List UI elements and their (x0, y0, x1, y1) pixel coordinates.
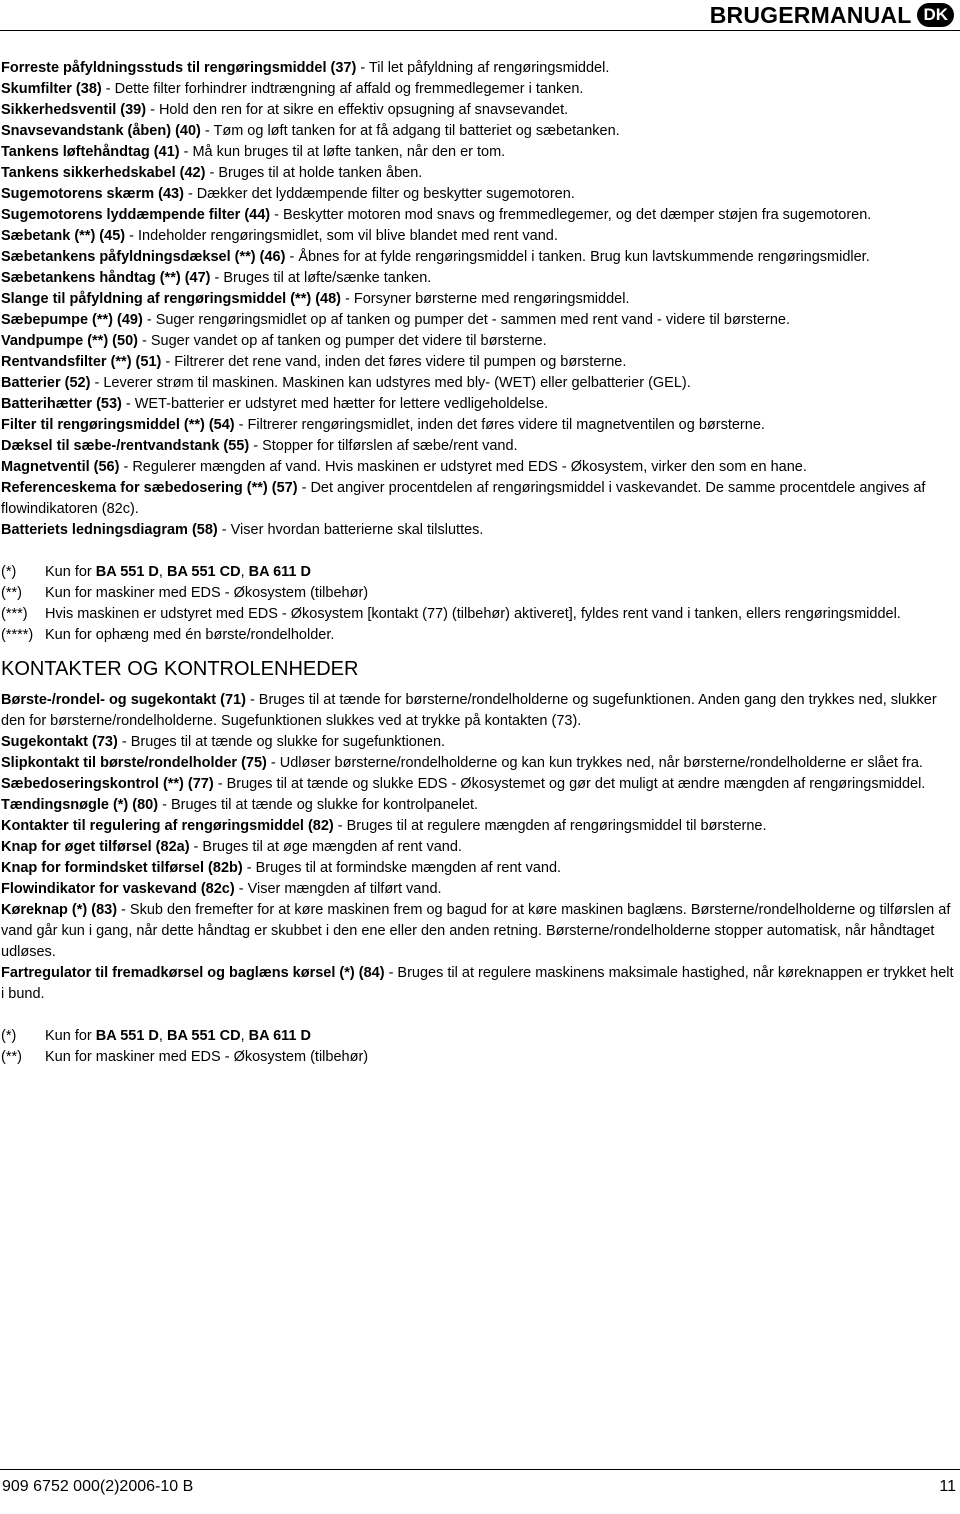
list-item (0, 268, 960, 289)
page-number: 11 (939, 1478, 956, 1495)
manual-title: BRUGERMANUAL (709, 1, 912, 28)
item-term: Skumfilter (38) (1, 81, 102, 97)
controls-list (0, 690, 960, 1005)
list-item (0, 226, 960, 247)
footnote-mark: (***) (1, 606, 28, 622)
item-description: - Bruges til at regulere mængden af rengøringsmiddel til børsterne. (333, 818, 767, 834)
item-description: - Stopper for tilførslen af sæbe/rent vand. (249, 438, 518, 454)
list-item (0, 352, 960, 373)
document-body (0, 58, 960, 1068)
footnote-text: Kun for ophæng med én børste/rondelholder. (45, 627, 335, 643)
item-description: - Skub den fremefter for at køre maskinen frem og bagud for at køre maskinen baglæns. Børsterne/rondelholderne og tilførslen af vand går kun i gang, når dette håndtag er skubbet i den ene eller den anden retning. Børsterne/rondelholderne stopper automatisk, når håndtaget udløses. (1, 902, 951, 960)
item-description: - Viser mængden af tilført vand. (234, 881, 442, 897)
list-item (0, 247, 960, 268)
components-list (0, 58, 960, 541)
item-term: Sæbetank (**) (45) (1, 228, 126, 244)
item-description: - Bruges til at øge mængden af rent vand. (189, 839, 462, 855)
list-item (0, 774, 960, 795)
item-description: - Til let påfyldning af rengøringsmiddel. (356, 60, 610, 76)
item-term: Slange til påfyldning af rengøringsmiddel (**) (48) (1, 291, 341, 307)
item-term: Sugemotorens lyddæmpende filter (44) (1, 207, 271, 223)
item-term: Magnetventil (56) (1, 459, 120, 475)
item-description: - Må kun bruges til at løfte tanken, når den er tom. (179, 144, 506, 160)
item-description: - Indeholder rengøringsmidlet, som vil blive blandet med rent vand. (125, 228, 558, 244)
footnote-text: Kun for maskiner med EDS - Økosystem (tilbehør) (45, 1049, 369, 1065)
item-term: Knap for formindsket tilførsel (82b) (1, 860, 243, 876)
item-description: - Bruges til at formindske mængden af rent vand. (242, 860, 562, 876)
model-name: BA 551 D (95, 1028, 159, 1044)
footnote (0, 1026, 960, 1047)
list-item (0, 415, 960, 436)
list-item (0, 858, 960, 879)
footnote-text (45, 1026, 960, 1047)
item-term: Tankens løftehåndtag (41) (1, 144, 180, 160)
item-term: Sugemotorens skærm (43) (1, 186, 184, 202)
item-term: Snavsevandstank (åben) (40) (1, 123, 201, 139)
footnotes-components (0, 562, 960, 646)
list-item (0, 121, 960, 142)
separator: , (158, 564, 167, 580)
list-item (0, 520, 960, 541)
item-description: - Dette filter forhindrer indtrængning af affald og fremmedlegemer i tanken. (101, 81, 584, 97)
page-header (710, 0, 960, 30)
list-item (0, 310, 960, 331)
model-name: BA 551 D (95, 564, 159, 580)
item-term: Slipkontakt til børste/rondelholder (75) (1, 755, 267, 771)
list-item (0, 163, 960, 184)
list-item (0, 732, 960, 753)
item-description: - Tøm og løft tanken for at få adgang til batteriet og sæbetanken. (200, 123, 620, 139)
separator: , (240, 564, 249, 580)
item-term: Sæbedoseringskontrol (**) (77) (1, 776, 214, 792)
item-term: Tændingsnøgle (*) (80) (1, 797, 159, 813)
item-term: Sugekontakt (73) (1, 734, 118, 750)
item-description: - Bruges til at tænde og slukke for kontrolpanelet. (158, 797, 479, 813)
list-item (0, 142, 960, 163)
item-description: - Udløser børsterne/rondelholderne og kan kun trykkes ned, når børsterne/rondelholderne er slået fra. (266, 755, 923, 771)
footnote-text: Kun for maskiner med EDS - Økosystem (tilbehør) (45, 585, 369, 601)
item-description: - Bruges til at tænde og slukke EDS - Økosystemet og gør det muligt at ændre mængden af rengøringsmiddel. (213, 776, 926, 792)
model-name: BA 611 D (248, 1028, 311, 1044)
list-item (0, 205, 960, 226)
list-item (0, 58, 960, 79)
item-term: Knap for øget tilførsel (82a) (1, 839, 190, 855)
footnote (0, 583, 960, 604)
footnote-mark: (**) (1, 585, 22, 601)
list-item (0, 816, 960, 837)
list-item (0, 289, 960, 310)
model-name: BA 551 CD (166, 564, 241, 580)
item-description: - Hold den ren for at sikre en effektiv opsugning af snavsevandet. (146, 102, 569, 118)
list-item (0, 331, 960, 352)
item-term: Køreknap (*) (83) (1, 902, 118, 918)
footnotes-controls (0, 1026, 960, 1068)
item-description: - Suger rengøringsmidlet op af tanken og pumper det - sammen med rent vand - videre til børsterne. (142, 312, 790, 328)
item-term: Sæbepumpe (**) (49) (1, 312, 143, 328)
footnote (0, 562, 960, 583)
list-item (0, 436, 960, 457)
footnote-mark: (**) (1, 1049, 22, 1065)
item-description: - Viser hvordan batterierne skal tilsluttes. (217, 522, 484, 538)
item-term: Sikkerhedsventil (39) (1, 102, 147, 118)
list-item (0, 184, 960, 205)
item-description: - Bruges til at tænde for børsterne/rondelholderne og sugefunktionen. Anden gang den trykkes ned, slukker den for børsterne/rondelholderne. Sugefunktionen slukkes ved at trykke på kontakten (73). (1, 692, 937, 729)
item-term: Tankens sikkerhedskabel (42) (1, 165, 206, 181)
separator: , (240, 1028, 249, 1044)
document-number: 909 6752 000(2)2006-10 B (2, 1478, 194, 1495)
item-term: Flowindikator for vaskevand (82c) (1, 881, 235, 897)
list-item (0, 373, 960, 394)
footnote-text: Hvis maskinen er udstyret med EDS - Økosystem [kontakt (77) (tilbehør) aktiveret], fyldes rent vand i tanken, ellers rengøringsmiddel. (45, 606, 901, 622)
header-rule (0, 30, 960, 31)
item-term: Dæksel til sæbe-/rentvandstank (55) (1, 438, 250, 454)
item-term: Filter til rengøringsmiddel (**) (54) (1, 417, 235, 433)
page-footer (0, 1469, 960, 1514)
list-item (0, 837, 960, 858)
item-description: - Bruges til at holde tanken åben. (205, 165, 423, 181)
list-item (0, 879, 960, 900)
item-description: - Filtrerer rengøringsmidlet, inden det føres videre til magnetventilen og børsterne. (234, 417, 765, 433)
item-description: - Bruges til at regulere maskinens maksimale hastighed, når køreknappen er trykket helt i bund. (1, 965, 954, 1002)
item-description: - WET-batterier er udstyret med hætter for lettere vedligeholdelse. (121, 396, 549, 412)
item-description: - Suger vandet op af tanken og pumper det videre til børsterne. (137, 333, 547, 349)
footnote (0, 1047, 960, 1068)
list-item (0, 963, 960, 1005)
list-item (0, 457, 960, 478)
language-badge: DK (917, 3, 954, 27)
item-description: - Bruges til at løfte/sænke tanken. (210, 270, 432, 286)
list-item (0, 690, 960, 732)
list-item (0, 100, 960, 121)
item-term: Sæbetankens håndtag (**) (47) (1, 270, 211, 286)
section-heading: KONTAKTER OG KONTROLENHEDER (1, 658, 359, 680)
item-description: - Beskytter motoren mod snavs og fremmedlegemer, og det dæmper støjen fra sugemotoren. (270, 207, 872, 223)
list-item (0, 795, 960, 816)
item-term: Fartregulator til fremadkørsel og baglæns kørsel (*) (84) (1, 965, 385, 981)
footnote-mark: (*) (1, 1028, 17, 1044)
footnote-mark: (****) (1, 627, 34, 643)
list-item (0, 79, 960, 100)
separator: , (158, 1028, 167, 1044)
footnote-prefix: Kun for (45, 1028, 96, 1044)
list-item (0, 753, 960, 774)
item-description: - Forsyner børsterne med rengøringsmiddel. (340, 291, 630, 307)
footnote-text (45, 562, 960, 583)
item-term: Forreste påfyldningsstuds til rengøringsmiddel (37) (1, 60, 357, 76)
item-term: Batterier (52) (1, 375, 91, 391)
item-term: Vandpumpe (**) (50) (1, 333, 138, 349)
footnote-prefix: Kun for (45, 564, 96, 580)
list-item (0, 394, 960, 415)
item-term: Batterihætter (53) (1, 396, 122, 412)
item-description: - Åbnes for at fylde rengøringsmiddel i tanken. Brug kun lavtskummende rengøringsmidler. (285, 249, 870, 265)
item-description: - Filtrerer det rene vand, inden det føres videre til pumpen og børsterne. (161, 354, 627, 370)
item-term: Børste-/rondel- og sugekontakt (71) (1, 692, 246, 708)
item-description: - Regulerer mængden af vand. Hvis maskinen er udstyret med EDS - Økosystem, virker den som en hane. (119, 459, 807, 475)
item-description: - Dækker det lyddæmpende filter og beskytter sugemotoren. (183, 186, 575, 202)
item-term: Kontakter til regulering af rengøringsmiddel (82) (1, 818, 334, 834)
item-term: Referenceskema for sæbedosering (**) (57) (1, 480, 298, 496)
item-term: Sæbetankens påfyldningsdæksel (**) (46) (1, 249, 286, 265)
list-item (0, 478, 960, 520)
model-name: BA 551 CD (166, 1028, 241, 1044)
item-term: Rentvandsfilter (**) (51) (1, 354, 162, 370)
item-description: - Leverer strøm til maskinen. Maskinen kan udstyres med bly- (WET) eller gelbatterier (GEL). (90, 375, 691, 391)
footnote (0, 604, 960, 625)
footnote (0, 625, 960, 646)
model-name: BA 611 D (248, 564, 311, 580)
item-description: - Det angiver procentdelen af rengøringsmiddel i vaskevandet. De samme procentdele angives af flowindikatoren (82c). (1, 480, 926, 517)
list-item (0, 900, 960, 963)
footnote-mark: (*) (1, 564, 17, 580)
item-description: - Bruges til at tænde og slukke for sugefunktionen. (117, 734, 446, 750)
item-term: Batteriets ledningsdiagram (58) (1, 522, 218, 538)
